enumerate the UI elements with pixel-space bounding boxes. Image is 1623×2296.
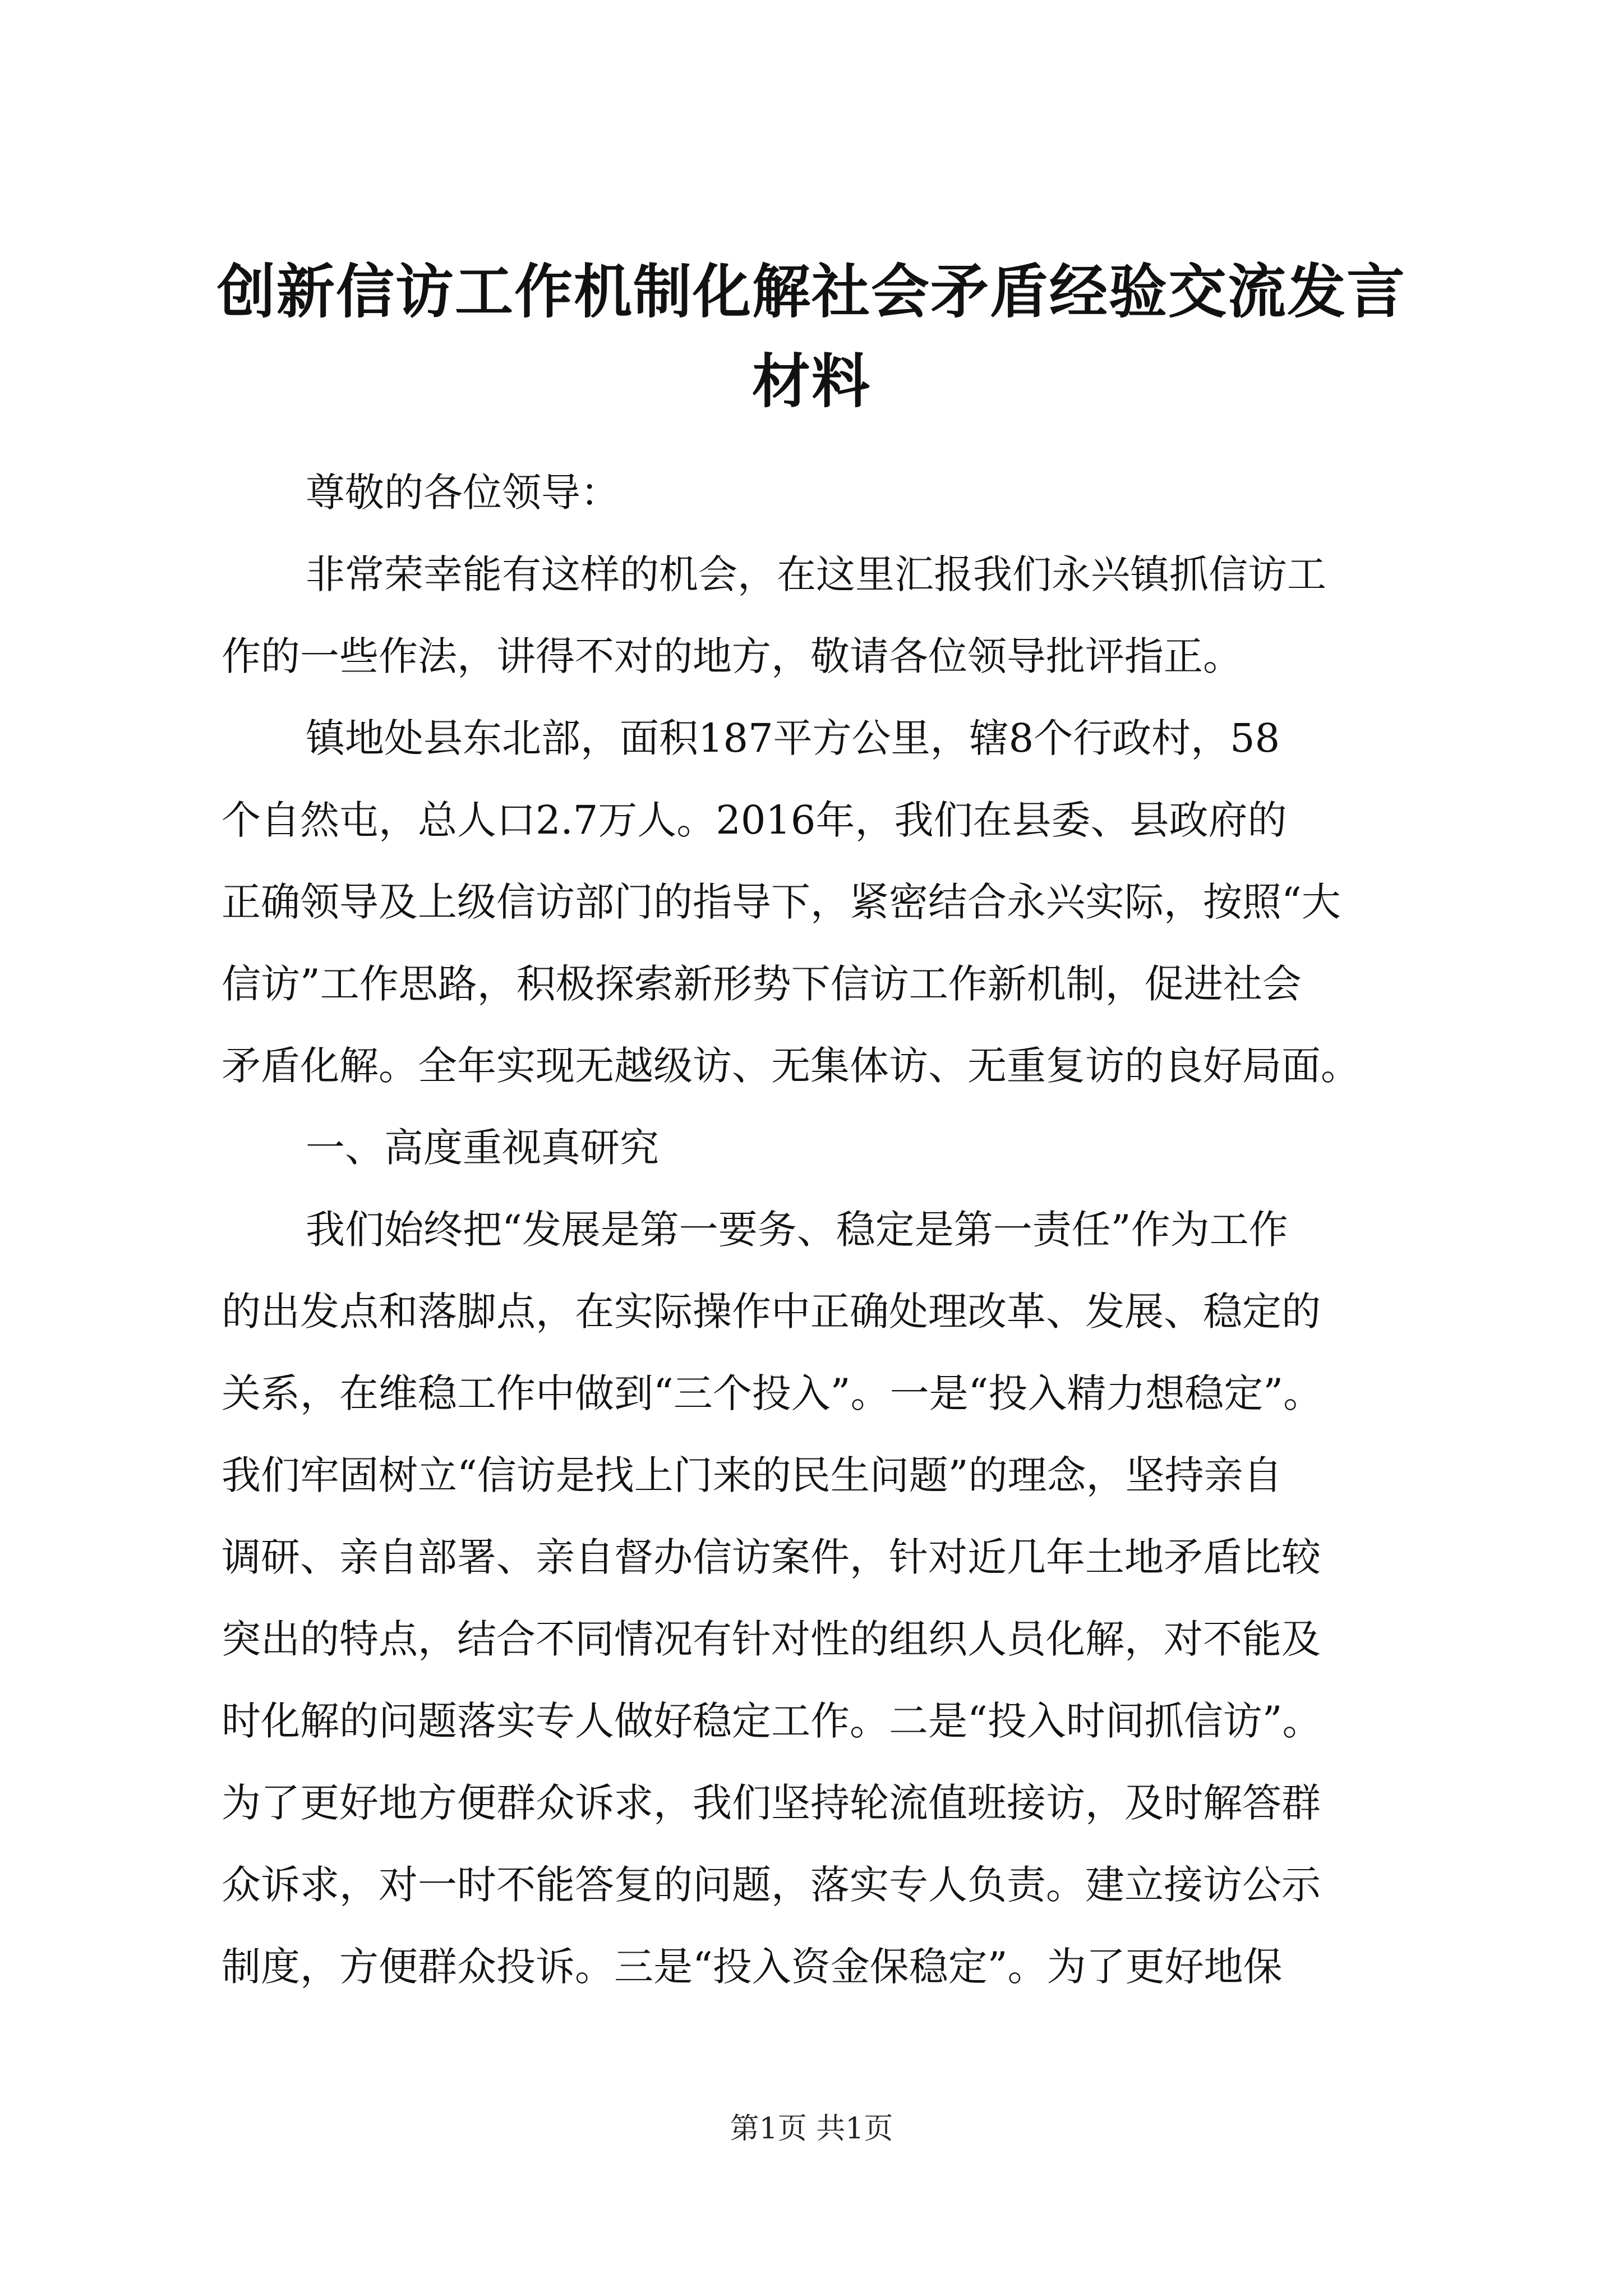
paragraph-line: 调研、亲自部署、亲自督办信访案件，针对近几年土地矛盾比较	[222, 1534, 1321, 1580]
paragraph-line: 正确领导及上级信访部门的指导下，紧密结合永兴实际，按照“大	[222, 879, 1341, 925]
paragraph-line: 我们牢固树立“信访是找上门来的民生问题”的理念，坚持亲自	[222, 1452, 1283, 1498]
paragraph-line: 作的一些作法，讲得不对的地方，敬请各位领导批评指正。	[222, 633, 1242, 679]
paragraph-line: 关系，在维稳工作中做到“三个投入”。一是“投入精力想稳定”。	[222, 1370, 1323, 1416]
paragraph-line: 非常荣幸能有这样的机会，在这里汇报我们永兴镇抓信访工	[306, 551, 1326, 597]
paragraph-line: 时化解的问题落实专人做好稳定工作。二是“投入时间抓信访”。	[222, 1698, 1322, 1744]
document-title	[168, 247, 1455, 426]
paragraph-line: 为了更好地方便群众诉求，我们坚持轮流值班接访，及时解答群	[222, 1780, 1321, 1826]
title-line-2: 材料	[751, 347, 871, 416]
paragraph-line: 镇地处县东北部，面积187平方公里，辖8个行政村，58	[306, 715, 1280, 761]
paragraph-line: 信访”工作思路，积极探索新形势下信访工作新机制，促进社会	[222, 961, 1302, 1007]
paragraph-line: 众诉求，对一时不能答复的问题，落实专人负责。建立接访公示	[222, 1862, 1321, 1908]
section-heading: 一、高度重视真研究	[306, 1125, 659, 1171]
paragraph-line: 我们始终把“发展是第一要务、稳定是第一责任”作为工作	[306, 1207, 1288, 1253]
salutation: 尊敬的各位领导：	[306, 470, 620, 516]
page-indicator: 第1页 共1页	[730, 2112, 893, 2146]
paragraph-line: 突出的特点，结合不同情况有针对性的组织人员化解，对不能及	[222, 1616, 1321, 1662]
paragraph-line: 的出发点和落脚点，在实际操作中正确处理改革、发展、稳定的	[222, 1289, 1321, 1335]
document-body	[222, 452, 1489, 2008]
paragraph-line: 制度，方便群众投诉。三是“投入资金保稳定”。为了更好地保	[222, 1944, 1283, 1990]
page-footer	[0, 2109, 1623, 2148]
paragraph-line: 个自然屯，总人口2.7万人。2016年，我们在县委、县政府的	[222, 797, 1287, 843]
paragraph-line: 矛盾化解。全年实现无越级访、无集体访、无重复访的良好局面。	[222, 1043, 1360, 1089]
title-line-1: 创新信访工作机制化解社会矛盾经验交流发言	[216, 257, 1406, 326]
